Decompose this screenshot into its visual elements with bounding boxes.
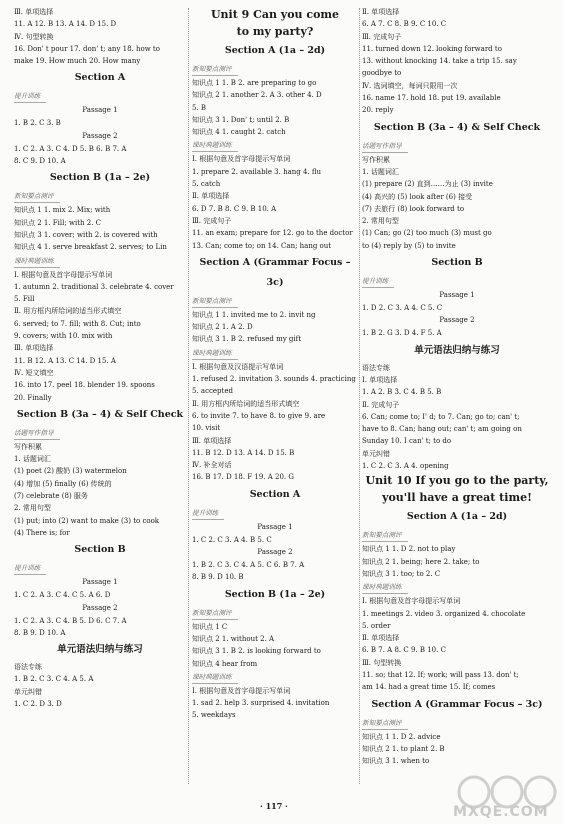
answer-line: Ⅰ. 单项选择 — [362, 375, 398, 384]
answer-line: 1. C 2. C 3. A 4. B 5. C — [192, 535, 272, 544]
column-divider-1 — [188, 8, 189, 784]
answer-line: Ⅱ. 单项选择 — [362, 8, 400, 16]
answer-line: 5. accepted — [192, 387, 233, 396]
answer-line: Ⅱ. 用方框内所给词的适当形式填空 — [192, 399, 300, 408]
exercise-tag: 课时典题训练 — [192, 672, 238, 684]
answer-line: 语法专练 — [362, 363, 390, 372]
answer-line: 1. prepare 2. available 3. hang 4. flu — [192, 167, 322, 176]
passage-label: Passage 1 — [82, 106, 118, 115]
column-left — [14, 6, 186, 710]
answer-line: 知识点 1 1. D 2. not to play — [362, 545, 456, 554]
answer-line: (4) There is; for — [14, 528, 70, 537]
answer-line: (7) celebrate (8) 服务 — [14, 492, 88, 501]
answer-line: 11. so; that 12. If; work; will pass 13. don' t; — [362, 670, 519, 679]
answer-line: 8. B 9. D 10. B — [192, 573, 244, 582]
answer-line: 1. A 2. B 3. C 4. B 5. B — [362, 388, 442, 397]
answer-line: 单元纠错 — [362, 449, 390, 458]
exercise-tag: 课时典题训练 — [192, 140, 238, 152]
answer-line: 1. C 2. A 3. C 4. C 5. A 6. D — [14, 591, 111, 600]
answer-line: to (4) reply by (5) to invite — [362, 241, 456, 250]
answer-line: Ⅰ. 根据句意及首字母提示写单词 — [192, 686, 291, 695]
answer-line: 写作积累 — [14, 442, 42, 451]
answer-line: 知识点 2 1. to plant 2. B — [362, 744, 445, 753]
unit-heading: to my party? — [236, 25, 314, 38]
answer-line: 20. reply — [362, 106, 394, 115]
page-number: · 117 · — [260, 801, 288, 811]
answer-line: 1. C 2. D 3. D — [14, 699, 62, 708]
section-heading: Section A (Grammar Focus – 3c) — [371, 698, 543, 710]
answer-line: (7) 去旅行 (8) look forward to — [362, 204, 465, 213]
answer-line: 1. C 2. A 3. C 4. D 5. B 6. B 7. A — [14, 144, 127, 153]
answer-line: 11. B 12. A 13. C 14. D 15. A — [14, 356, 116, 365]
exercise-tag: 新知要点测评 — [14, 191, 60, 203]
section-heading: Section A — [74, 72, 126, 84]
passage-label: Passage 2 — [257, 548, 293, 557]
exercise-tag: 提升训练 — [362, 276, 394, 288]
answer-line: 10. visit — [192, 424, 221, 433]
answer-line: 16. Don' t pour 17. don' t; any 18. how to — [14, 44, 160, 53]
answer-line: Ⅳ. 补全对话 — [192, 461, 232, 470]
answer-line: 5. B — [192, 103, 207, 112]
section-heading: Section A — [249, 488, 301, 500]
answer-line: (1) prepare (2) 直到……为止 (3) invite — [362, 180, 493, 189]
passage-label: Passage 2 — [82, 131, 118, 140]
answer-line: Ⅰ. 根据句意及首字母提示写单词 — [362, 597, 461, 606]
answer-line: 知识点 3 1. B 2. is looking forward to — [192, 647, 321, 656]
section-heading: Section A (Grammar Focus – 3c) — [199, 256, 351, 288]
answer-line: Ⅰ. 根据句意及汉语提示写单词 — [192, 362, 284, 371]
answer-line: 1. refused 2. invitation 3. sounds 4. practicing — [192, 375, 356, 384]
answer-line: 6. D 7. B 8. C 9. B 10. A — [192, 204, 277, 213]
answer-line: 20. Finally — [14, 393, 52, 402]
answer-line: 1. B 2. C 3. C 4. A 5. A — [14, 675, 94, 684]
answer-line: 1. meetings 2. video 3. organized 4. chocolate — [362, 609, 526, 618]
answer-line: 9. covers; with 10. mix with — [14, 332, 113, 341]
section-heading: Section B — [431, 257, 483, 269]
answer-line: 1. B 2. C 3. C 4. A 5. C 6. B 7. A — [192, 561, 305, 570]
answer-line: 1. C 2. A 3. C 4. B 5. D 6. C 7. A — [14, 616, 127, 625]
answer-line: Ⅱ. 用方框内所给词的适当形式填空 — [14, 307, 122, 316]
section-heading: Section B (1a – 2e) — [49, 172, 151, 184]
answer-line: 知识点 4 1. serve breakfast 2. serves; to Lin — [14, 243, 167, 252]
section-heading: 单元语法归纳与练习 — [57, 644, 143, 656]
answer-line: 知识点 2 1. Fill; with 2. C — [14, 218, 102, 227]
exercise-tag: 话题写作指导 — [14, 428, 60, 440]
answer-line: 6. served; to 7. fill; with 8. Cut; into — [14, 319, 141, 328]
watermark-text: MXQE.COM — [453, 804, 549, 820]
answer-line: 1. 话题词汇 — [362, 167, 399, 176]
answer-line: 知识点 3 1. too; to 2. C — [362, 569, 441, 578]
section-heading: Section B — [74, 544, 126, 556]
answer-line: Ⅰ. 根据句意及首字母提示写单词 — [192, 155, 291, 164]
answer-line: 知识点 1 1. mix 2. Mix; with — [14, 206, 111, 215]
answer-line: Ⅱ. 完成句子 — [362, 400, 400, 409]
answer-line: goodbye to — [362, 69, 402, 78]
answer-line: 2. 常用句型 — [14, 504, 51, 513]
passage-label: Passage 1 — [82, 578, 118, 587]
answer-line: 8. C 9. D 10. A — [14, 157, 66, 166]
answer-line: Ⅲ. 完成句子 — [362, 32, 402, 41]
exercise-tag: 课时典题训练 — [14, 256, 60, 268]
answer-line: 11. turned down 12. looking forward to — [362, 44, 502, 53]
answer-line: 知识点 3 1. cover; with 2. is covered with — [14, 230, 158, 239]
answer-line: make 19. How much 20. How many — [14, 57, 141, 66]
answer-line: Ⅳ. 短文填空 — [14, 368, 54, 377]
column-divider-2 — [359, 8, 360, 784]
answer-line: 11. an exam; prepare for 12. go to the doctor — [192, 229, 353, 238]
answer-line: 11. A 12. B 13. A 14. D 15. D — [14, 20, 117, 29]
answer-line: 5. catch — [192, 180, 221, 189]
answer-line: (4) 高兴的 (5) look after (6) 接受 — [362, 192, 473, 201]
answer-line: 6. A 7. C 8. B 9. C 10. C — [362, 20, 447, 29]
answer-line: 知识点 2 1. without 2. A — [192, 634, 275, 643]
answer-line: 16. name 17. hold 18. put 19. available — [362, 94, 501, 103]
exercise-tag: 课时典题训练 — [192, 348, 238, 360]
exercise-tag: 新知要点测评 — [192, 608, 238, 620]
section-heading: Section B (3a – 4) & Self Check — [373, 121, 541, 133]
exercise-tag: 提升训练 — [14, 91, 46, 103]
exercise-tag: 新知要点测评 — [192, 296, 238, 308]
unit-heading: you'll have a great time! — [382, 491, 532, 505]
answer-line: Ⅲ. 单项选择 — [14, 344, 54, 353]
answer-line: 5. order — [362, 621, 391, 630]
column-right — [362, 6, 552, 767]
exercise-tag: 课时典题训练 — [362, 582, 408, 594]
answer-line: 1. 话题词汇 — [14, 455, 51, 464]
answer-line: 知识点 4 1. caught 2. catch — [192, 128, 286, 137]
answer-line: 8. B 9. D 10. A — [14, 628, 66, 637]
answer-line: 16. into 17. peel 18. blender 19. spoons — [14, 381, 155, 390]
section-heading: Section B (1a – 2e) — [224, 588, 326, 600]
answer-line: 1. C 2. C 3. A 4. opening — [362, 462, 449, 471]
answer-line: 1. sad 2. help 3. surprised 4. invitation — [192, 699, 330, 708]
answer-line: 11. B 12. D 13. A 14. D 15. B — [192, 448, 295, 457]
answer-line: 单元纠错 — [14, 687, 42, 696]
answer-line: 2. 常用句型 — [362, 217, 399, 226]
passage-label: Passage 1 — [257, 522, 293, 531]
exercise-tag: 新知要点测评 — [192, 64, 238, 76]
exercise-tag: 新知要点测评 — [362, 718, 408, 730]
section-heading: 单元语法归纳与练习 — [414, 344, 500, 356]
answer-line: 1. B 2. G 3. D 4. F 5. A — [362, 329, 442, 338]
answer-line: 知识点 1 1. B 2. are preparing to go — [192, 79, 317, 87]
answer-line: 6. Can; come to; I' d; to 7. Can; go to; can' t; — [362, 412, 520, 421]
exercise-tag: 提升训练 — [14, 563, 46, 575]
answer-line: Sunday 10. I can' t; to do — [362, 437, 452, 446]
answer-line: (4) 增加 (5) finally (6) 传统的 — [14, 479, 112, 488]
answer-line: (1) Can; go (2) too much (3) must go — [362, 229, 492, 238]
answer-line: 5. weekdays — [192, 711, 236, 720]
unit-heading: Unit 9 Can you come — [210, 8, 340, 21]
answer-line: Ⅳ. 句型转换 — [14, 32, 54, 41]
answer-line: 知识点 1 C — [192, 622, 228, 631]
passage-label: Passage 1 — [439, 291, 475, 300]
answer-line: 知识点 2 1. A 2. D — [192, 323, 253, 332]
answer-line: 5. Fill — [14, 295, 35, 304]
answer-line: 16. B 17. D 18. F 19. A 20. G — [192, 473, 294, 482]
answer-line: 知识点 1 1. D 2. advice — [362, 732, 441, 741]
answer-line: 1. B 2. C 3. B — [14, 119, 61, 128]
answer-line: 6. to invite 7. to have 8. to give 9. are — [192, 411, 326, 420]
answer-line: 知识点 1 1. invited me to 2. invit ng — [192, 310, 316, 319]
answer-line: 知识点 2 1. another 2. A 3. other 4. D — [192, 91, 322, 100]
answer-line: 知识点 3 1. Don' t; until 2. B — [192, 115, 290, 124]
exercise-tag: 话题写作指导 — [362, 141, 408, 153]
section-heading: Section B (3a – 4) & Self Check — [16, 408, 184, 420]
answer-line: 1. autumn 2. traditional 3. celebrate 4. cover — [14, 282, 174, 291]
answer-line: 1. D 2. C 3. A 4. C 5. C — [362, 304, 443, 313]
answer-line: 知识点 3 1. when to — [362, 757, 430, 766]
exercise-tag: 提升训练 — [192, 508, 224, 520]
answer-line: 13. Can; come to; on 14. Can; hang out — [192, 241, 332, 250]
answer-line: 知识点 2 1. being; here 2. take; to — [362, 557, 480, 566]
answer-line: have to 8. Can; hang out; can' t; am going on — [362, 425, 522, 434]
unit-heading: Unit 10 If you go to the party, — [365, 474, 549, 488]
answer-line: Ⅲ. 单项选择 — [192, 436, 232, 445]
answer-line: Ⅱ. 单项选择 — [362, 634, 400, 643]
answer-line: 知识点 3 1. B 2. refused my gift — [192, 335, 302, 344]
passage-label: Passage 2 — [82, 603, 118, 612]
answer-line: 写作积累 — [362, 155, 390, 164]
answer-line: Ⅳ. 选词填空，每词只限用一次 — [362, 81, 458, 90]
answer-line: 知识点 4 hear from — [192, 659, 258, 668]
answer-line: 6. B 7. A 8. C 9. B 10. C — [362, 646, 446, 655]
section-heading: Section A (1a – 2d) — [406, 511, 508, 523]
answer-line: (1) put; into (2) want to make (3) to cook — [14, 516, 160, 525]
answer-line: (1) poet (2) 酸奶 (3) watermelon — [14, 467, 127, 476]
exercise-tag: 新知要点测评 — [362, 530, 408, 542]
answer-line: 13. without knocking 14. take a trip 15. say — [362, 57, 517, 66]
answer-line: Ⅲ. 句型转换 — [362, 658, 402, 667]
answer-line: Ⅲ. 完成句子 — [192, 216, 232, 225]
section-heading: Section A (1a – 2d) — [224, 45, 326, 56]
answer-line: 语法专练 — [14, 663, 42, 672]
answer-line: Ⅱ. 单项选择 — [192, 192, 230, 201]
answer-line: Ⅲ. 单项选择 — [14, 8, 54, 16]
column-middle — [192, 6, 358, 722]
answer-line: Ⅰ. 根据句意及首字母提示写单词 — [14, 270, 113, 279]
passage-label: Passage 2 — [439, 316, 475, 325]
answer-line: am 14. had a great time 15. If; comes — [362, 683, 496, 692]
